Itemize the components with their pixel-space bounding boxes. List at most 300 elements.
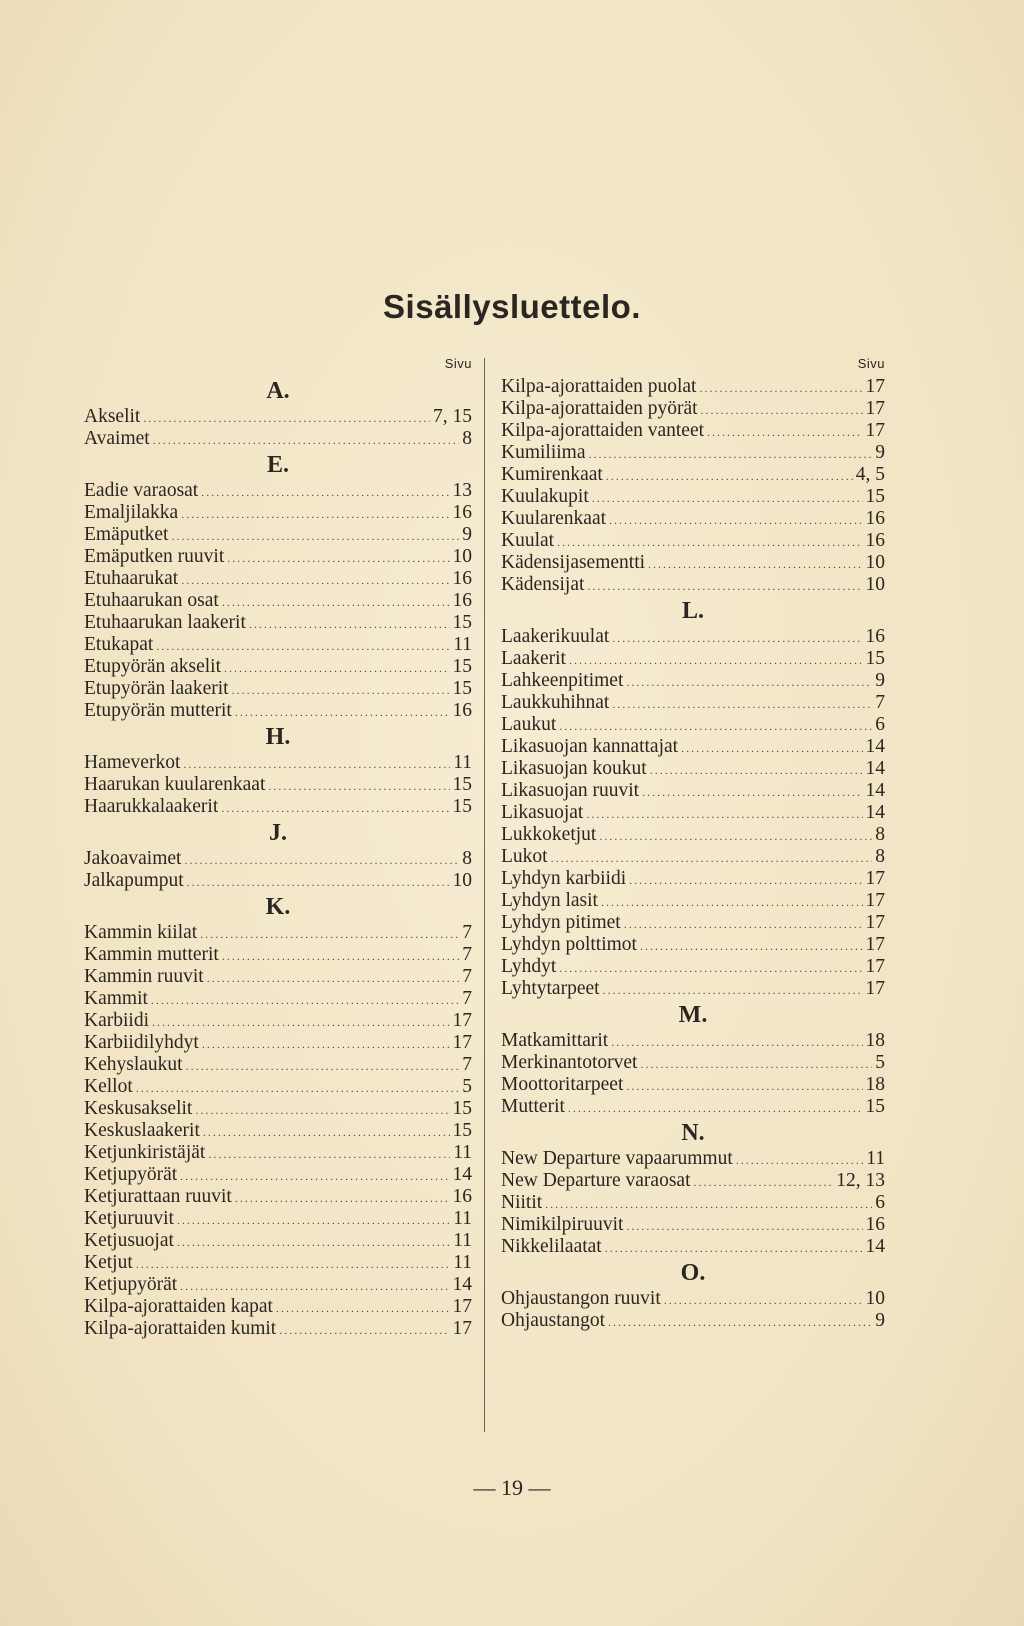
entry-name: Kilpa-ajorattaiden puolat [501,376,697,397]
dot-leader [603,979,863,1001]
entry-name: New Departure varaosat [501,1170,691,1191]
index-entry [84,634,472,656]
entry-page: 16 [452,502,472,523]
index-entry [84,480,472,502]
entry-name: Ketjut [84,1252,133,1273]
entry-name: Laakerikuulat [501,626,610,647]
entry-name: Kuulakupit [501,486,589,507]
entry-name: Lyhdyn polttimot [501,934,637,955]
entry-name: Kilpa-ajorattaiden pyörät [501,398,698,419]
index-entry [501,780,885,802]
page-title: Sisällysluettelo. [383,288,641,325]
entry-name: Ketjupyörät [84,1274,178,1295]
index-entry [501,956,885,978]
dot-leader [664,1289,863,1311]
dot-leader [608,1311,872,1333]
index-entry [501,1052,885,1074]
entry-page: 7 [462,1054,472,1075]
dot-leader [171,525,459,547]
entry-page: 9 [462,524,472,545]
entry-name: Etukapat [84,634,154,655]
dot-leader [609,509,862,531]
dot-leader [151,989,459,1011]
section-letter: K. [265,894,291,920]
entry-name: Laukkuhihnat [501,692,610,713]
entry-name: Kuulat [501,530,555,551]
entry-page: 14 [865,1236,885,1257]
index-section [501,1118,885,1258]
entry-name: Ketjuruuvit [84,1208,174,1229]
entry-page: 17 [865,912,885,933]
entry-name: Jalkapumput [84,870,184,891]
entry-name: Likasuojan ruuvit [501,780,640,801]
entry-name: Moottoritarpeet [501,1074,624,1095]
entry-page: 7 [462,944,472,965]
entry-page: 17 [865,956,885,977]
index-entry [501,692,885,714]
entry-page: 16 [865,626,885,647]
index-entry [501,802,885,824]
entry-name: Kilpa-ajorattaiden kumit [84,1318,277,1339]
index-entry [84,870,472,892]
index-entry [501,868,885,890]
entry-name: Hameverkot [84,752,181,773]
dot-leader [587,575,862,597]
index-entry [84,1142,472,1164]
dot-leader [177,1209,450,1231]
entry-page: 7 [875,692,885,713]
left-column [84,356,472,1340]
entry-page: 13 [452,480,472,501]
entry-name: Matkamittarit [501,1030,609,1051]
entry-name: Lyhdyn karbiidi [501,868,627,889]
entry-name: Keskusakselit [84,1098,193,1119]
entry-name: Lyhdyt [501,956,557,977]
dot-leader [183,753,450,775]
dot-leader [701,399,863,421]
dot-leader [136,1077,460,1099]
entry-page: 11 [453,1208,472,1229]
dot-leader [599,825,872,847]
dot-leader [180,1275,449,1297]
dot-leader [249,613,450,635]
entry-name: Likasuojan koukut [501,758,647,779]
entry-page: 9 [875,670,885,691]
index-entry [84,700,472,722]
entry-page: 16 [452,568,472,589]
entry-name: Etupyörän laakerit [84,678,229,699]
entry-name: Kammit [84,988,148,1009]
entry-page: 16 [452,700,472,721]
index-entry [501,912,885,934]
section-letter: M. [678,1002,708,1028]
column-divider [484,358,485,1432]
dot-leader [569,649,863,671]
entry-name: Etupyörän akselit [84,656,222,677]
entry-name: Kehyslaukut [84,1054,183,1075]
entry-name: Niitit [501,1192,543,1213]
entry-name: Kilpa-ajorattaiden kapat [84,1296,273,1317]
entry-page: 15 [865,486,885,507]
section-letter: O. [680,1260,706,1286]
index-entry [501,934,885,956]
entry-page: 9 [875,442,885,463]
entry-name: Likasuojan kannattajat [501,736,679,757]
dot-leader [136,1253,450,1275]
page-column-label: Sivu [444,356,472,371]
entry-name: Emäputken ruuvit [84,546,225,567]
index-entry [501,508,885,530]
dot-leader [153,429,460,451]
dot-leader [648,553,862,575]
dot-leader [601,891,863,913]
entry-name: Kädensijat [501,574,585,595]
entry-page: 8 [875,846,885,867]
entry-page: 17 [865,890,885,911]
index-section [84,450,472,722]
dot-leader [268,775,449,797]
dot-leader [235,701,450,723]
entry-name: Lyhdyn lasit [501,890,598,911]
index-entry [501,824,885,846]
dot-leader [224,657,449,679]
entry-page: 18 [865,1030,885,1051]
right-column [501,356,885,1332]
index-entry [84,1032,472,1054]
entry-page: 15 [452,678,472,699]
entry-name: New Departure vapaarummut [501,1148,733,1169]
dot-leader [232,679,450,701]
section-letter: H. [265,724,291,750]
entry-name: Keskuslaakerit [84,1120,200,1141]
dot-leader [589,443,873,465]
entry-page: 17 [865,420,885,441]
entry-name: Lahkeenpitimet [501,670,624,691]
index-entry [84,590,472,612]
entry-name: Merkinantotorvet [501,1052,638,1073]
entry-page: 14 [865,758,885,779]
index-entry [84,406,472,428]
entry-page: 16 [452,590,472,611]
dot-leader [187,871,450,893]
index-entry [84,656,472,678]
entry-page: 5 [875,1052,885,1073]
index-section [501,596,885,1000]
index-entry [501,648,885,670]
entry-page: 11 [453,634,472,655]
index-entry [501,398,885,420]
index-section [501,376,885,596]
entry-page: 14 [865,802,885,823]
entry-name: Karbiidilyhdyt [84,1032,199,1053]
entry-name: Haarukkalaakerit [84,796,219,817]
entry-page: 7 [462,988,472,1009]
index-entry [501,1148,885,1170]
index-entry [84,568,472,590]
entry-page: 10 [452,546,472,567]
entry-name: Emaljilakka [84,502,179,523]
dot-leader [276,1297,450,1319]
dot-leader [640,1053,872,1075]
entry-page: 17 [452,1010,472,1031]
entry-page: 15 [452,774,472,795]
dot-leader [222,591,450,613]
entry-name: Avaimet [84,428,150,449]
entry-name: Kuularenkaat [501,508,607,529]
index-entry [84,612,472,634]
entry-name: Lukot [501,846,548,867]
dot-leader [202,1033,450,1055]
entry-page: 17 [865,376,885,397]
dot-leader [207,967,460,989]
entry-page: 11 [453,1230,472,1251]
dot-leader [221,797,449,819]
entry-name: Kammin ruuvit [84,966,204,987]
dot-leader [195,1099,449,1121]
section-letter: J. [269,820,287,846]
entry-page: 14 [452,1164,472,1185]
entry-page: 16 [452,1186,472,1207]
dot-leader [626,1215,862,1237]
entry-name: Likasuojat [501,802,584,823]
index-section [84,818,472,892]
dot-leader [605,1237,863,1259]
dot-leader [279,1319,449,1341]
entry-name: Ohjaustangon ruuvit [501,1288,661,1309]
entry-name: Mutterit [501,1096,565,1117]
dot-leader [203,1121,450,1143]
index-entry [84,1164,472,1186]
entry-page: 6 [875,1192,885,1213]
index-entry [84,988,472,1010]
dot-leader [650,759,863,781]
dot-leader [152,1011,450,1033]
dot-leader [222,945,459,967]
index-entry [84,524,472,546]
entry-name: Kädensijasementti [501,552,646,573]
dot-leader [707,421,862,443]
entry-name: Haarukan kuularenkaat [84,774,266,795]
entry-name: Laakerit [501,648,566,669]
entry-page: 17 [452,1318,472,1339]
entry-page: 17 [865,934,885,955]
entry-page: 15 [452,612,472,633]
dot-leader [184,849,459,871]
entry-page: 17 [452,1296,472,1317]
page-column-label: Sivu [857,356,885,371]
dot-leader [545,1193,872,1215]
entry-name: Kellot [84,1076,133,1097]
index-entry [84,1076,472,1098]
entry-name: Ohjaustangot [501,1310,605,1331]
entry-page: 7 [462,922,472,943]
entry-page: 16 [865,508,885,529]
index-entry [84,1274,472,1296]
entry-page: 5 [462,1076,472,1097]
index-entry [84,966,472,988]
index-entry [501,846,885,868]
entry-name: Etupyörän mutterit [84,700,232,721]
index-section [501,1000,885,1118]
entry-page: 15 [452,796,472,817]
entry-name: Lyhtytarpeet [501,978,600,999]
entry-page: 11 [866,1148,885,1169]
dot-leader [586,803,862,825]
entry-name: Laukut [501,714,557,735]
page-number: — 19 — [473,1475,551,1500]
dot-leader [626,671,872,693]
index-entry [84,796,472,818]
section-letter: N. [681,1120,705,1146]
entry-page: 11 [453,1252,472,1273]
entry-page: 10 [865,574,885,595]
entry-page: 10 [452,870,472,891]
dot-leader [568,1097,863,1119]
section-letter: A. [266,378,290,404]
entry-page: 15 [452,1098,472,1119]
index-entry [501,1192,885,1214]
index-section [84,376,472,450]
index-entry [84,1010,472,1032]
dot-leader [181,569,449,591]
entry-page: 17 [865,868,885,889]
entry-name: Etuhaarukat [84,568,179,589]
entry-name: Etuhaarukan laakerit [84,612,246,633]
dot-leader [559,715,872,737]
entry-name: Kilpa-ajorattaiden vanteet [501,420,705,441]
dot-leader [180,1165,449,1187]
entry-page: 17 [452,1032,472,1053]
dot-leader [557,531,862,553]
entry-page: 12, 13 [836,1170,885,1191]
dot-leader [227,547,449,569]
entry-name: Karbiidi [84,1010,149,1031]
section-letter: E. [266,452,289,478]
index-entry [501,1096,885,1118]
index-entry [501,890,885,912]
entry-page: 11 [453,1142,472,1163]
index-entry [84,546,472,568]
section-letter: L. [681,598,704,624]
entry-name: Emäputket [84,524,169,545]
entry-name: Kumiliima [501,442,586,463]
index-entry [501,442,885,464]
entry-page: 14 [452,1274,472,1295]
entry-page: 10 [865,1288,885,1309]
entry-name: Ketjunkiristäjät [84,1142,206,1163]
dot-leader [143,407,430,429]
entry-page: 8 [462,428,472,449]
index-entry [501,552,885,574]
index-entry [84,922,472,944]
dot-leader [681,737,862,759]
entry-name: Ketjupyörät [84,1164,178,1185]
index-entry [84,678,472,700]
entry-page: 14 [865,780,885,801]
index-entry [501,420,885,442]
entry-name: Ketjurattaan ruuvit [84,1186,232,1207]
index-entry [501,1214,885,1236]
entry-name: Eadie varaosat [84,480,199,501]
dot-leader [201,481,449,503]
dot-leader [559,957,862,979]
dot-leader [626,1075,862,1097]
index-entry [84,944,472,966]
index-entry [84,1098,472,1120]
entry-page: 8 [462,848,472,869]
entry-page: 9 [875,1310,885,1331]
dot-leader [612,693,872,715]
entry-page: 15 [865,1096,885,1117]
dot-leader [235,1187,450,1209]
index-entry [84,1296,472,1318]
index-entry [84,428,472,450]
index-entry [501,714,885,736]
index-entry [84,1252,472,1274]
entry-page: 8 [875,824,885,845]
index-entry [84,752,472,774]
index-entry [501,758,885,780]
entry-page: 17 [865,398,885,419]
index-entry [84,1120,472,1142]
dot-leader [612,627,862,649]
entry-name: Akselit [84,406,141,427]
dot-leader [551,847,873,869]
index-entry [501,464,885,486]
entry-name: Nimikilpiruuvit [501,1214,624,1235]
dot-leader [186,1055,460,1077]
entry-name: Kumirenkaat [501,464,603,485]
dot-leader [640,935,863,957]
dot-leader [736,1149,863,1171]
index-entry [501,1170,885,1192]
dot-leader [181,503,449,525]
dot-leader [699,377,862,399]
dot-leader [208,1143,450,1165]
index-entry [501,1030,885,1052]
dot-leader [694,1171,834,1193]
entry-name: Lyhdyn pitimet [501,912,621,933]
entry-name: Etuhaarukan osat [84,590,219,611]
entry-name: Kammin kiilat [84,922,198,943]
entry-page: 17 [865,978,885,999]
index-entry [501,1236,885,1258]
dot-leader [200,923,459,945]
dot-leader [156,635,450,657]
entry-page: 11 [453,752,472,773]
index-entry [501,530,885,552]
index-entry [501,574,885,596]
index-entry [84,1230,472,1252]
entry-name: Jakoavaimet [84,848,182,869]
index-entry [501,486,885,508]
index-entry [84,1208,472,1230]
index-entry [501,1288,885,1310]
entry-page: 15 [452,1120,472,1141]
entry-page: 15 [865,648,885,669]
dot-leader [592,487,863,509]
index-entry [501,736,885,758]
dot-leader [624,913,863,935]
index-section [84,722,472,818]
entry-page: 7, 15 [433,406,472,427]
dot-leader [611,1031,862,1053]
entry-name: Lukkoketjut [501,824,597,845]
index-entry [84,1054,472,1076]
entry-name: Kammin mutterit [84,944,219,965]
entry-page: 18 [865,1074,885,1095]
index-entry [84,1318,472,1340]
